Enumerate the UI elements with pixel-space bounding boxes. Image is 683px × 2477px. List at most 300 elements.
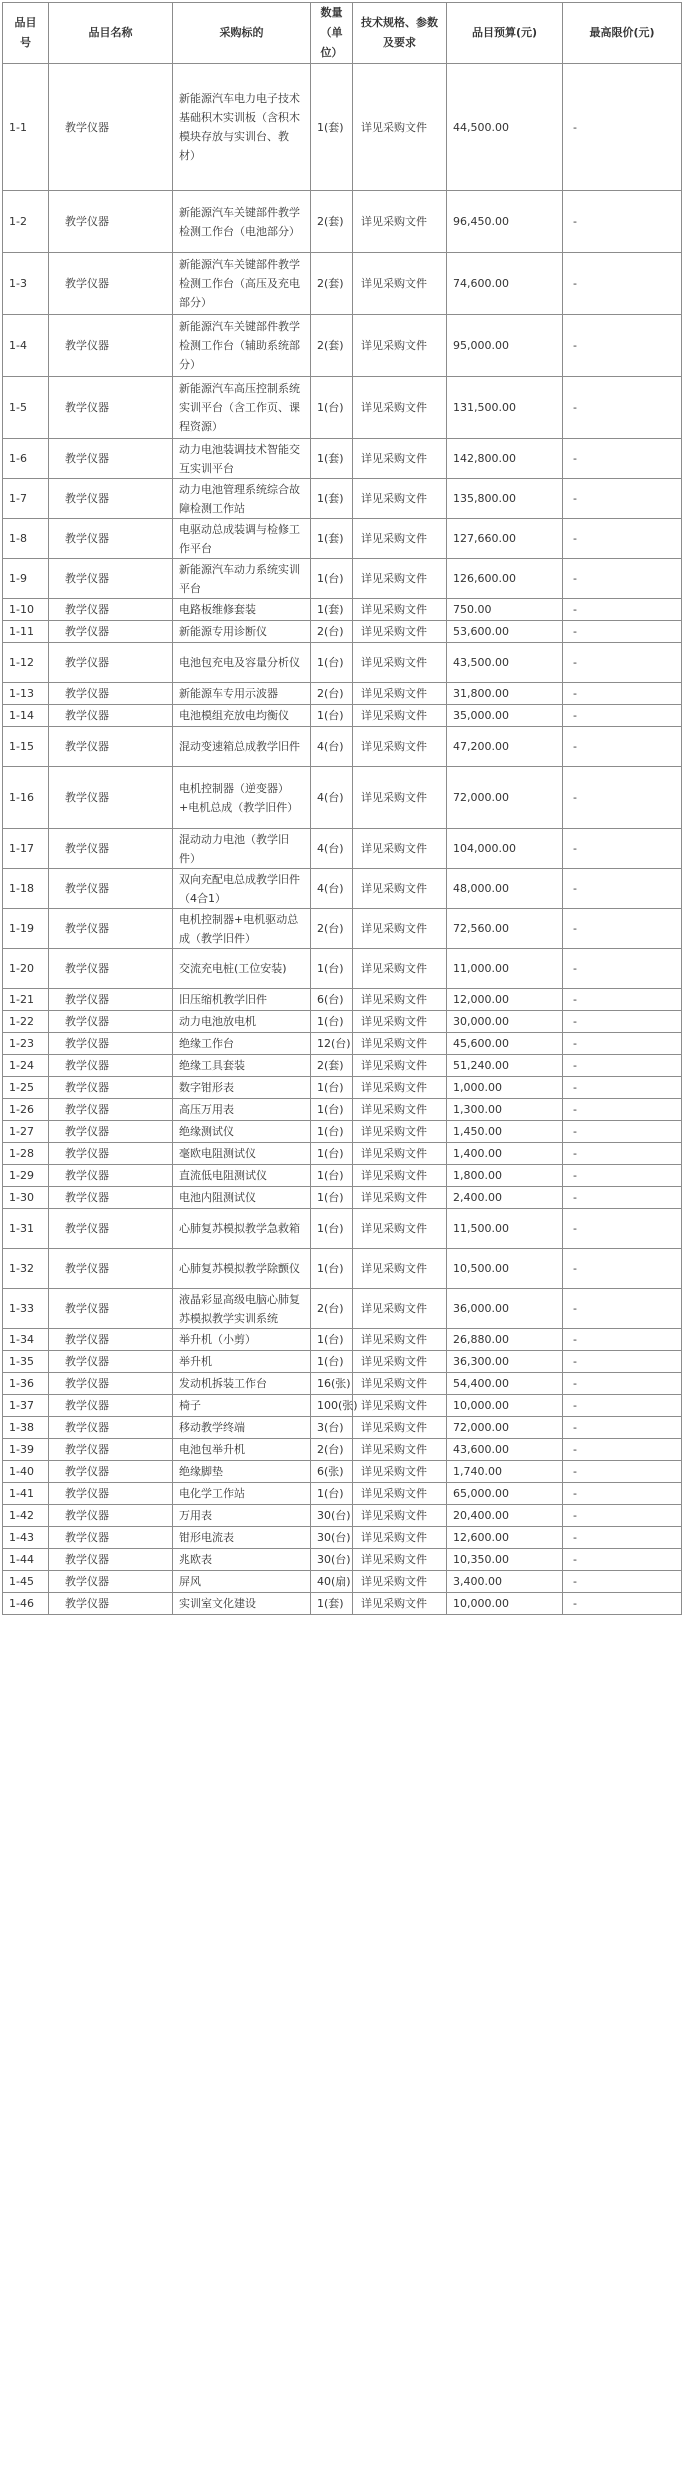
cell-item-name: 教学仪器 [49, 315, 173, 377]
table-row [3, 1505, 682, 1527]
cell-item-name: 教学仪器 [49, 705, 173, 727]
cell-budget: 53,600.00 [447, 621, 563, 643]
cell-item-no: 1-34 [3, 1329, 49, 1351]
cell-procurement-target: 新能源汽车电力电子技术基础积木实训板（含积木模块存放与实训台、教材） [173, 64, 311, 191]
cell-budget: 43,600.00 [447, 1439, 563, 1461]
cell-budget: 142,800.00 [447, 439, 563, 479]
cell-budget: 11,000.00 [447, 949, 563, 989]
cell-item-name: 教学仪器 [49, 1439, 173, 1461]
cell-quantity: 1(台) [311, 1351, 353, 1373]
cell-quantity: 2(套) [311, 1055, 353, 1077]
cell-procurement-target: 移动教学终端 [173, 1417, 311, 1439]
cell-quantity: 1(台) [311, 1483, 353, 1505]
cell-budget: 2,400.00 [447, 1187, 563, 1209]
cell-procurement-target: 交流充电桩(工位安装) [173, 949, 311, 989]
table-row [3, 767, 682, 829]
cell-quantity: 16(张) [311, 1373, 353, 1395]
cell-item-no: 1-1 [3, 64, 49, 191]
cell-spec: 详见采购文件 [353, 1549, 447, 1571]
cell-procurement-target: 电池内阻测试仪 [173, 1187, 311, 1209]
cell-item-no: 1-11 [3, 621, 49, 643]
cell-item-no: 1-42 [3, 1505, 49, 1527]
cell-spec: 详见采购文件 [353, 599, 447, 621]
header-budget: 品目预算(元) [447, 3, 563, 64]
cell-max-price: - [563, 1593, 682, 1615]
table-row [3, 191, 682, 253]
table-row [3, 64, 682, 191]
cell-quantity: 4(台) [311, 767, 353, 829]
table-row [3, 1055, 682, 1077]
cell-quantity: 1(台) [311, 643, 353, 683]
cell-item-no: 1-2 [3, 191, 49, 253]
cell-quantity: 4(台) [311, 829, 353, 869]
cell-budget: 131,500.00 [447, 377, 563, 439]
cell-max-price: - [563, 909, 682, 949]
cell-item-no: 1-36 [3, 1373, 49, 1395]
cell-item-no: 1-31 [3, 1209, 49, 1249]
cell-item-no: 1-7 [3, 479, 49, 519]
cell-quantity: 1(套) [311, 64, 353, 191]
cell-spec: 详见采购文件 [353, 64, 447, 191]
cell-procurement-target: 动力电池装调技术智能交互实训平台 [173, 439, 311, 479]
cell-procurement-target: 电驱动总成装调与检修工作平台 [173, 519, 311, 559]
cell-spec: 详见采购文件 [353, 829, 447, 869]
table-row [3, 1329, 682, 1351]
cell-budget: 45,600.00 [447, 1033, 563, 1055]
cell-spec: 详见采购文件 [353, 1055, 447, 1077]
cell-item-no: 1-17 [3, 829, 49, 869]
cell-max-price: - [563, 1527, 682, 1549]
cell-item-no: 1-33 [3, 1289, 49, 1329]
cell-procurement-target: 新能源专用诊断仪 [173, 621, 311, 643]
cell-item-no: 1-6 [3, 439, 49, 479]
table-row [3, 1571, 682, 1593]
table-row [3, 909, 682, 949]
cell-item-name: 教学仪器 [49, 989, 173, 1011]
table-row [3, 1033, 682, 1055]
cell-item-no: 1-20 [3, 949, 49, 989]
cell-budget: 30,000.00 [447, 1011, 563, 1033]
cell-item-name: 教学仪器 [49, 1165, 173, 1187]
cell-item-name: 教学仪器 [49, 869, 173, 909]
cell-quantity: 2(台) [311, 683, 353, 705]
cell-item-no: 1-43 [3, 1527, 49, 1549]
cell-quantity: 2(台) [311, 621, 353, 643]
cell-spec: 详见采购文件 [353, 1289, 447, 1329]
cell-max-price: - [563, 1329, 682, 1351]
cell-quantity: 12(台) [311, 1033, 353, 1055]
cell-quantity: 1(台) [311, 1329, 353, 1351]
cell-item-name: 教学仪器 [49, 1373, 173, 1395]
cell-procurement-target: 电路板维修套装 [173, 599, 311, 621]
cell-budget: 36,000.00 [447, 1289, 563, 1329]
cell-quantity: 40(扇) [311, 1571, 353, 1593]
cell-spec: 详见采购文件 [353, 1351, 447, 1373]
cell-procurement-target: 旧压缩机教学旧件 [173, 989, 311, 1011]
table-row [3, 1439, 682, 1461]
cell-quantity: 1(台) [311, 1121, 353, 1143]
cell-item-name: 教学仪器 [49, 949, 173, 989]
cell-item-no: 1-14 [3, 705, 49, 727]
cell-budget: 95,000.00 [447, 315, 563, 377]
cell-spec: 详见采购文件 [353, 1121, 447, 1143]
cell-item-name: 教学仪器 [49, 1033, 173, 1055]
cell-item-no: 1-15 [3, 727, 49, 767]
cell-budget: 72,000.00 [447, 1417, 563, 1439]
cell-spec: 详见采购文件 [353, 253, 447, 315]
cell-budget: 104,000.00 [447, 829, 563, 869]
cell-item-name: 教学仪器 [49, 727, 173, 767]
cell-spec: 详见采购文件 [353, 559, 447, 599]
cell-quantity: 30(台) [311, 1505, 353, 1527]
table-row [3, 1527, 682, 1549]
cell-budget: 1,400.00 [447, 1143, 563, 1165]
cell-item-no: 1-37 [3, 1395, 49, 1417]
cell-budget: 20,400.00 [447, 1505, 563, 1527]
cell-item-name: 教学仪器 [49, 829, 173, 869]
cell-spec: 详见采购文件 [353, 1011, 447, 1033]
cell-max-price: - [563, 377, 682, 439]
cell-procurement-target: 绝缘工具套装 [173, 1055, 311, 1077]
cell-quantity: 2(套) [311, 253, 353, 315]
cell-quantity: 4(台) [311, 869, 353, 909]
cell-max-price: - [563, 599, 682, 621]
table-row [3, 949, 682, 989]
cell-item-name: 教学仪器 [49, 1187, 173, 1209]
cell-spec: 详见采购文件 [353, 1209, 447, 1249]
cell-quantity: 2(台) [311, 1289, 353, 1329]
cell-quantity: 1(台) [311, 1077, 353, 1099]
cell-spec: 详见采购文件 [353, 869, 447, 909]
cell-procurement-target: 举升机（小剪） [173, 1329, 311, 1351]
cell-spec: 详见采购文件 [353, 1395, 447, 1417]
cell-max-price: - [563, 829, 682, 869]
cell-item-name: 教学仪器 [49, 1055, 173, 1077]
cell-procurement-target: 心肺复苏模拟教学急救箱 [173, 1209, 311, 1249]
table-row [3, 479, 682, 519]
cell-max-price: - [563, 1439, 682, 1461]
cell-max-price: - [563, 705, 682, 727]
table-row [3, 1143, 682, 1165]
cell-procurement-target: 电机控制器+电机驱动总成（教学旧件） [173, 909, 311, 949]
cell-spec: 详见采购文件 [353, 705, 447, 727]
cell-item-no: 1-22 [3, 1011, 49, 1033]
cell-procurement-target: 发动机拆装工作台 [173, 1373, 311, 1395]
cell-item-no: 1-19 [3, 909, 49, 949]
cell-spec: 详见采购文件 [353, 315, 447, 377]
cell-quantity: 1(套) [311, 1593, 353, 1615]
cell-spec: 详见采购文件 [353, 1143, 447, 1165]
cell-quantity: 3(台) [311, 1417, 353, 1439]
cell-procurement-target: 数字钳形表 [173, 1077, 311, 1099]
cell-item-name: 教学仪器 [49, 621, 173, 643]
header-item-no: 品目号 [3, 3, 49, 64]
cell-budget: 54,400.00 [447, 1373, 563, 1395]
cell-max-price: - [563, 315, 682, 377]
cell-procurement-target: 新能源汽车关键部件教学检测工作台（电池部分） [173, 191, 311, 253]
cell-max-price: - [563, 1165, 682, 1187]
cell-procurement-target: 电机控制器（逆变器）+电机总成（教学旧件） [173, 767, 311, 829]
table-row [3, 1483, 682, 1505]
cell-item-name: 教学仪器 [49, 1077, 173, 1099]
table-row [3, 683, 682, 705]
cell-budget: 11,500.00 [447, 1209, 563, 1249]
cell-item-no: 1-21 [3, 989, 49, 1011]
cell-budget: 47,200.00 [447, 727, 563, 767]
cell-max-price: - [563, 1505, 682, 1527]
cell-quantity: 30(台) [311, 1549, 353, 1571]
table-row [3, 253, 682, 315]
cell-item-name: 教学仪器 [49, 1209, 173, 1249]
cell-item-name: 教学仪器 [49, 1099, 173, 1121]
table-row [3, 643, 682, 683]
cell-spec: 详见采购文件 [353, 989, 447, 1011]
cell-item-name: 教学仪器 [49, 1417, 173, 1439]
table-row [3, 869, 682, 909]
cell-procurement-target: 椅子 [173, 1395, 311, 1417]
cell-item-no: 1-40 [3, 1461, 49, 1483]
cell-quantity: 1(台) [311, 559, 353, 599]
cell-spec: 详见采购文件 [353, 1505, 447, 1527]
cell-item-no: 1-44 [3, 1549, 49, 1571]
cell-item-no: 1-35 [3, 1351, 49, 1373]
cell-quantity: 1(台) [311, 949, 353, 989]
cell-procurement-target: 心肺复苏模拟教学除颤仪 [173, 1249, 311, 1289]
header-procurement-target: 采购标的 [173, 3, 311, 64]
cell-max-price: - [563, 519, 682, 559]
cell-item-no: 1-18 [3, 869, 49, 909]
cell-item-name: 教学仪器 [49, 1143, 173, 1165]
cell-max-price: - [563, 1209, 682, 1249]
cell-procurement-target: 动力电池管理系统综合故障检测工作站 [173, 479, 311, 519]
cell-quantity: 1(套) [311, 439, 353, 479]
cell-max-price: - [563, 1121, 682, 1143]
cell-max-price: - [563, 1289, 682, 1329]
cell-max-price: - [563, 1483, 682, 1505]
cell-item-name: 教学仪器 [49, 191, 173, 253]
table-row [3, 559, 682, 599]
cell-quantity: 1(台) [311, 1187, 353, 1209]
cell-spec: 详见采购文件 [353, 439, 447, 479]
cell-quantity: 1(套) [311, 519, 353, 559]
cell-spec: 详见采购文件 [353, 1329, 447, 1351]
cell-spec: 详见采购文件 [353, 519, 447, 559]
cell-spec: 详见采购文件 [353, 1571, 447, 1593]
table-row [3, 1593, 682, 1615]
cell-budget: 48,000.00 [447, 869, 563, 909]
cell-spec: 详见采购文件 [353, 479, 447, 519]
cell-spec: 详见采购文件 [353, 643, 447, 683]
table-row [3, 1549, 682, 1571]
cell-item-name: 教学仪器 [49, 559, 173, 599]
cell-budget: 750.00 [447, 599, 563, 621]
cell-max-price: - [563, 727, 682, 767]
table-row [3, 1187, 682, 1209]
cell-item-name: 教学仪器 [49, 1121, 173, 1143]
cell-spec: 详见采购文件 [353, 1033, 447, 1055]
table-row [3, 1165, 682, 1187]
cell-max-price: - [563, 191, 682, 253]
cell-spec: 详见采购文件 [353, 377, 447, 439]
header-spec: 技术规格、参数及要求 [353, 3, 447, 64]
cell-max-price: - [563, 949, 682, 989]
cell-item-no: 1-16 [3, 767, 49, 829]
cell-procurement-target: 混动动力电池（教学旧件） [173, 829, 311, 869]
table-row [3, 439, 682, 479]
table-row [3, 1373, 682, 1395]
cell-item-name: 教学仪器 [49, 1549, 173, 1571]
cell-item-name: 教学仪器 [49, 479, 173, 519]
cell-procurement-target: 新能源汽车高压控制系统实训平台（含工作页、课程资源） [173, 377, 311, 439]
cell-budget: 1,740.00 [447, 1461, 563, 1483]
cell-item-name: 教学仪器 [49, 1395, 173, 1417]
cell-procurement-target: 新能源汽车关键部件教学检测工作台（高压及充电部分） [173, 253, 311, 315]
cell-max-price: - [563, 1549, 682, 1571]
cell-item-no: 1-4 [3, 315, 49, 377]
cell-procurement-target: 直流低电阻测试仪 [173, 1165, 311, 1187]
cell-budget: 135,800.00 [447, 479, 563, 519]
cell-spec: 详见采购文件 [353, 1099, 447, 1121]
cell-quantity: 1(台) [311, 1165, 353, 1187]
cell-spec: 详见采购文件 [353, 1165, 447, 1187]
cell-procurement-target: 电化学工作站 [173, 1483, 311, 1505]
cell-budget: 65,000.00 [447, 1483, 563, 1505]
cell-max-price: - [563, 1395, 682, 1417]
cell-max-price: - [563, 1033, 682, 1055]
cell-quantity: 2(台) [311, 909, 353, 949]
cell-budget: 1,300.00 [447, 1099, 563, 1121]
cell-item-name: 教学仪器 [49, 599, 173, 621]
cell-quantity: 1(台) [311, 1099, 353, 1121]
cell-quantity: 2(套) [311, 191, 353, 253]
cell-procurement-target: 钳形电流表 [173, 1527, 311, 1549]
cell-item-name: 教学仪器 [49, 767, 173, 829]
cell-spec: 详见采购文件 [353, 1373, 447, 1395]
cell-budget: 72,560.00 [447, 909, 563, 949]
cell-procurement-target: 举升机 [173, 1351, 311, 1373]
table-row [3, 1289, 682, 1329]
cell-max-price: - [563, 1055, 682, 1077]
cell-budget: 10,000.00 [447, 1395, 563, 1417]
cell-max-price: - [563, 1417, 682, 1439]
cell-budget: 12,000.00 [447, 989, 563, 1011]
cell-budget: 1,000.00 [447, 1077, 563, 1099]
table-row [3, 1395, 682, 1417]
cell-max-price: - [563, 1249, 682, 1289]
cell-max-price: - [563, 1571, 682, 1593]
cell-item-name: 教学仪器 [49, 1571, 173, 1593]
cell-item-no: 1-46 [3, 1593, 49, 1615]
cell-budget: 126,600.00 [447, 559, 563, 599]
cell-budget: 12,600.00 [447, 1527, 563, 1549]
table-row [3, 1417, 682, 1439]
table-row [3, 1461, 682, 1483]
cell-quantity: 6(张) [311, 1461, 353, 1483]
cell-procurement-target: 绝缘测试仪 [173, 1121, 311, 1143]
cell-item-name: 教学仪器 [49, 377, 173, 439]
cell-quantity: 100(张) [311, 1395, 353, 1417]
header-max-price: 最高限价(元) [563, 3, 682, 64]
cell-item-name: 教学仪器 [49, 519, 173, 559]
cell-budget: 10,350.00 [447, 1549, 563, 1571]
cell-max-price: - [563, 767, 682, 829]
table-row [3, 1351, 682, 1373]
cell-item-no: 1-8 [3, 519, 49, 559]
table-row [3, 705, 682, 727]
cell-procurement-target: 兆欧表 [173, 1549, 311, 1571]
cell-quantity: 2(套) [311, 315, 353, 377]
cell-item-name: 教学仪器 [49, 1505, 173, 1527]
cell-spec: 详见采购文件 [353, 1461, 447, 1483]
cell-item-no: 1-28 [3, 1143, 49, 1165]
cell-budget: 43,500.00 [447, 643, 563, 683]
cell-quantity: 6(台) [311, 989, 353, 1011]
cell-spec: 详见采购文件 [353, 1439, 447, 1461]
cell-procurement-target: 新能源汽车关键部件教学检测工作台（辅助系统部分） [173, 315, 311, 377]
cell-max-price: - [563, 643, 682, 683]
cell-quantity: 30(台) [311, 1527, 353, 1549]
cell-item-no: 1-3 [3, 253, 49, 315]
cell-quantity: 1(套) [311, 479, 353, 519]
cell-quantity: 1(台) [311, 1143, 353, 1165]
cell-item-no: 1-26 [3, 1099, 49, 1121]
table-row [3, 1249, 682, 1289]
cell-budget: 51,240.00 [447, 1055, 563, 1077]
cell-procurement-target: 双向充配电总成教学旧件（4合1） [173, 869, 311, 909]
cell-max-price: - [563, 683, 682, 705]
table-row [3, 727, 682, 767]
cell-max-price: - [563, 989, 682, 1011]
cell-procurement-target: 电池模组充放电均衡仪 [173, 705, 311, 727]
cell-procurement-target: 绝缘工作台 [173, 1033, 311, 1055]
cell-quantity: 1(台) [311, 1249, 353, 1289]
cell-item-no: 1-10 [3, 599, 49, 621]
cell-spec: 详见采购文件 [353, 1187, 447, 1209]
cell-item-no: 1-30 [3, 1187, 49, 1209]
cell-quantity: 1(套) [311, 599, 353, 621]
cell-item-name: 教学仪器 [49, 1593, 173, 1615]
cell-max-price: - [563, 1351, 682, 1373]
cell-budget: 44,500.00 [447, 64, 563, 191]
cell-budget: 10,000.00 [447, 1593, 563, 1615]
cell-quantity: 1(台) [311, 377, 353, 439]
cell-spec: 详见采购文件 [353, 1527, 447, 1549]
cell-item-no: 1-24 [3, 1055, 49, 1077]
cell-item-no: 1-12 [3, 643, 49, 683]
cell-procurement-target: 电池包充电及容量分析仪 [173, 643, 311, 683]
cell-procurement-target: 新能源车专用示波器 [173, 683, 311, 705]
cell-item-no: 1-27 [3, 1121, 49, 1143]
cell-item-name: 教学仪器 [49, 1289, 173, 1329]
table-row [3, 1011, 682, 1033]
cell-max-price: - [563, 64, 682, 191]
cell-budget: 36,300.00 [447, 1351, 563, 1373]
cell-spec: 详见采购文件 [353, 1483, 447, 1505]
table-header-row [3, 3, 682, 64]
cell-quantity: 4(台) [311, 727, 353, 767]
cell-item-name: 教学仪器 [49, 1527, 173, 1549]
cell-budget: 72,000.00 [447, 767, 563, 829]
cell-procurement-target: 万用表 [173, 1505, 311, 1527]
table-row [3, 829, 682, 869]
table-row [3, 315, 682, 377]
cell-budget: 74,600.00 [447, 253, 563, 315]
cell-spec: 详见采购文件 [353, 909, 447, 949]
cell-item-name: 教学仪器 [49, 1011, 173, 1033]
table-row [3, 377, 682, 439]
cell-procurement-target: 混动变速箱总成教学旧件 [173, 727, 311, 767]
cell-item-name: 教学仪器 [49, 1351, 173, 1373]
